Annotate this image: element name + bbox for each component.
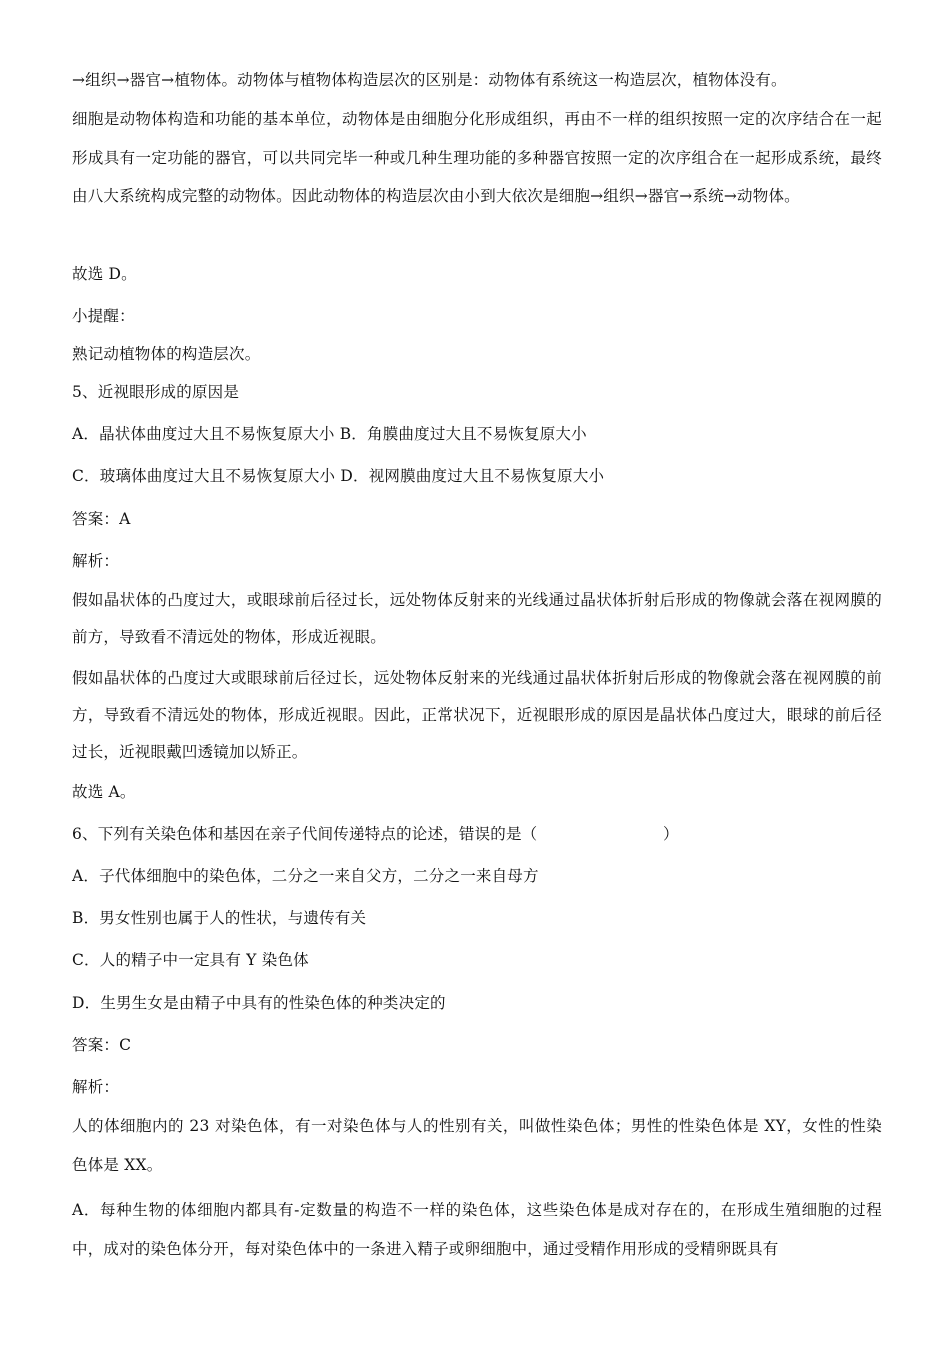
paragraph-myopia-2: 假如晶状体的凸度过大或眼球前后径过长，远处物体反射来的光线通过晶状体折射后形成的物像就会落在视网膜的前方，导致看不清远处的物体，形成近视眼。因此，正常状况下，近视眼形成的原因是晶状体凸度过大，眼球的前后径过长，近视眼戴凹透镜加以矫正。 [72,669,882,761]
paragraph-option-a-explanation: A．每种生物的体细胞内都具有-定数量的构造不一样的染色体，这些染色体是成对存在的，在形成生殖细胞的过程中，成对的染色体分开，每对染色体中的一条进入精子或卵细胞中，通过受精作用形成的受精卵既具有 [72,1201,882,1258]
question-6-analysis-label: 解析： [72,1078,120,1096]
paragraph-animal-structure: 细胞是动物体构造和功能的基本单位，动物体是由细胞分化形成组织，再由不一样的组织按照一定的次序结合在一起形成具有一定功能的器官，可以共同完毕一种或几种生理功能的多种器官按照一定的次序组合在一起形成系统，最终由八大系统构成完整的动物体。因此动物体的构造层次由小到大依次是细胞→组织→器官→系统→动物体。 [72,110,882,205]
question-5-options-ab: A．晶状体曲度过大且不易恢复原大小 B．角膜曲度过大且不易恢复原大小 [72,425,587,443]
question-6-answer: 答案：C [72,1036,132,1054]
question-5: 5、近视眼形成的原因是 [72,383,240,401]
question-6: 6、下列有关染色体和基因在亲子代间传递特点的论述，错误的是（ ） [72,825,679,843]
text-line: 小提醒： [72,307,135,325]
question-5-answer: 答案：A [72,510,131,528]
text-line: →组织→器官→植物体。动物体与植物体构造层次的区别是：动物体有系统这一构造层次，植物体没有。 [72,71,787,89]
question-5-analysis-label: 解析： [72,552,120,570]
paragraph-myopia-1: 假如晶状体的凸度过大，或眼球前后径过长，远处物体反射来的光线通过晶状体折射后形成的物像就会落在视网膜的前方，导致看不清远处的物体，形成近视眼。 [72,591,882,646]
question-6-option-b: B．男女性别也属于人的性状，与遗传有关 [72,909,367,927]
question-5-conclusion: 故选 A。 [72,783,136,801]
question-6-option-a: A．子代体细胞中的染色体，二分之一来自父方，二分之一来自母方 [72,867,539,885]
question-6-option-c: C．人的精子中一定具有 Y 染色体 [72,951,309,969]
paragraph-chromosomes: 人的体细胞内的 23 对染色体，有一对染色体与人的性别有关，叫做性染色体；男性的性染色体是 XY，女性的性染色体是 XX。 [72,1117,882,1174]
text-line: 故选 D。 [72,265,137,283]
text-line: 熟记动植物体的构造层次。 [72,345,261,363]
question-5-options-cd: C．玻璃体曲度过大且不易恢复原大小 D．视网膜曲度过大且不易恢复原大小 [72,467,605,485]
question-6-option-d: D．生男生女是由精子中具有的性染色体的种类决定的 [72,994,446,1012]
